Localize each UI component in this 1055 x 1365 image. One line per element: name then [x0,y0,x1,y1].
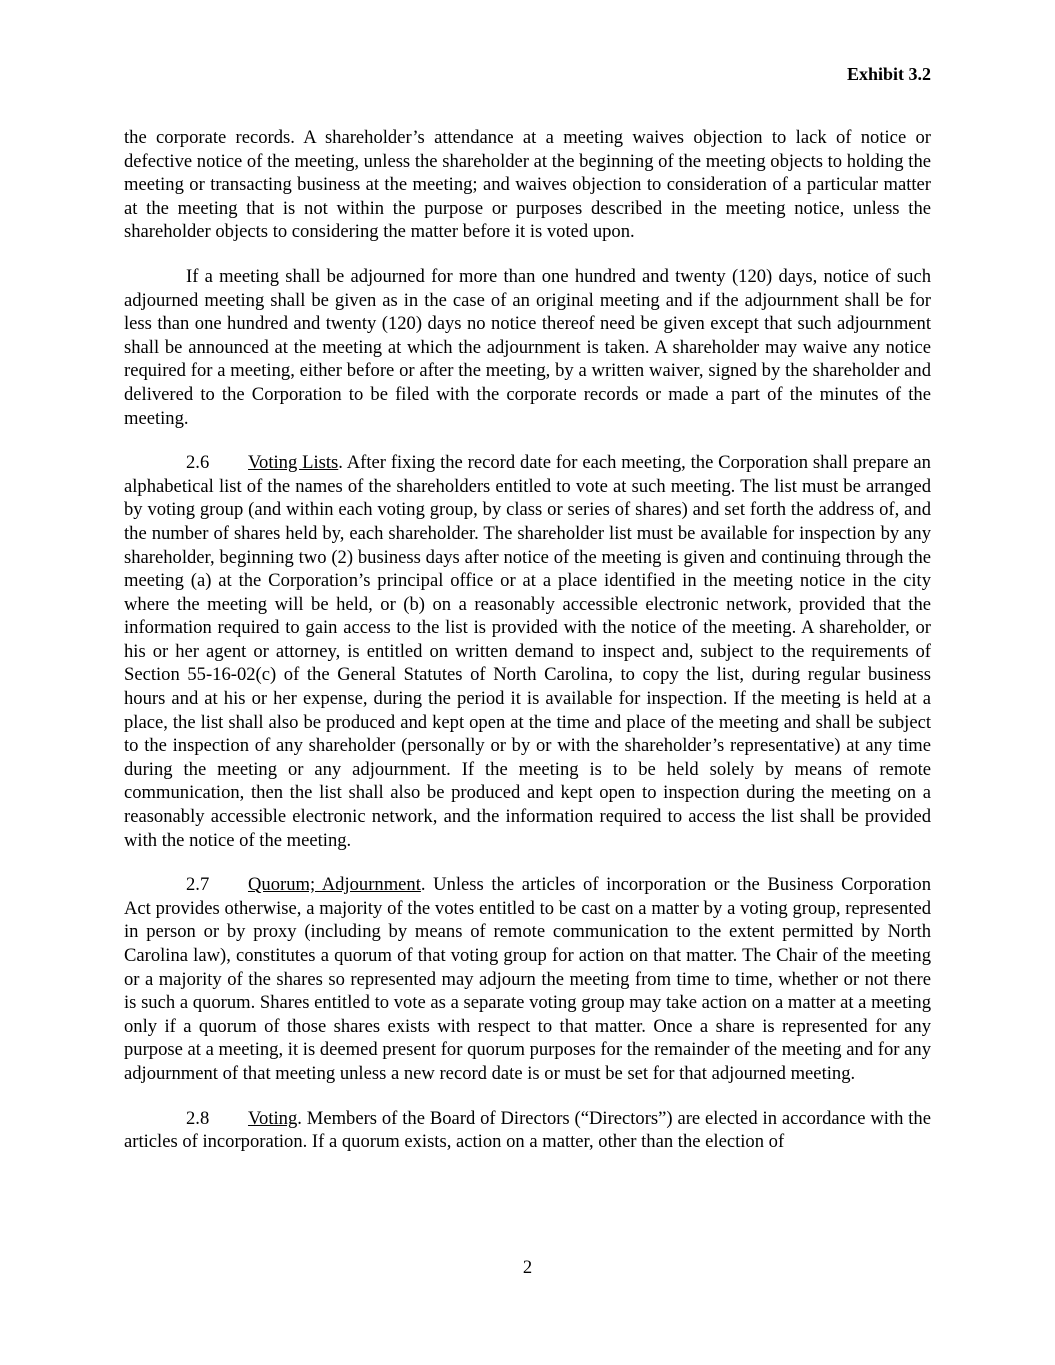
section-text: . Members of the Board of Directors (“Directors”) are elected in accordance with the articles of incorporation. If a quorum exists, action on a matter, other than the election of [124,1107,931,1153]
section-number: 2.7 [186,874,210,896]
paragraph-continued: the corporate records. A shareholder’s attendance at a meeting waives objection to lack of notice or defective notice of the meeting, unless the shareholder at the beginning of the meeting objects to holding the meeting or transacting business at the meeting; and waives objection to consideration of a particular matter at the meeting that is not within the purpose or purposes described in the meeting notice, unless the shareholder objects to considering the matter before it is voted upon. [124,127,931,243]
section-heading: Quorum; Adjournment [248,874,421,896]
section-text: . Unless the articles of incorporation or the Business Corporation Act provides otherwise, a majority of the votes entitled to be cast on a matter by a voting group, represented in person or by proxy (including by means of remote communication to the extent permitted by North Carolina law), constitutes a quorum of that voting group for action on that matter. The Chair of the meeting or a majority of the shares so represented may adjourn the meeting from time to time, whether or not there is such a quorum. Shares entitled to vote as a separate voting group may take action on a matter at a meeting only if a quorum of those shares exists with respect to that matter. Once a share is represented for any purpose at a meeting, it is deemed present for quorum purposes for the remainder of the meeting and for any adjournment of that meeting unless a new record date is or must be set for that adjourned meeting. [124,874,931,1084]
page-number: 2 [522,1257,533,1278]
section-2-7 [124,873,931,1085]
section-number: 2.6 [186,452,210,474]
section-heading: Voting Lists [248,452,339,474]
section-2-8 [124,1107,931,1154]
section-2-6 [124,451,931,852]
section-number: 2.8 [186,1107,210,1129]
paragraph-adjournment-notice: If a meeting shall be adjourned for more than one hundred and twenty (120) days, notice of such adjourned meeting shall be given as in the case of an original meeting and if the adjournment shall be for less than one hundred and twenty (120) days no notice thereof need be given except that such adjournment shall be announced at the meeting at which the adjournment is taken. A shareholder may waive any notice required for a meeting, either before or after the meeting, by a written waiver, signed by the shareholder and delivered to the Corporation to be filed with the corporate records or made a part of the minutes of the meeting. [124,265,931,429]
exhibit-label: Exhibit 3.2 [846,64,931,84]
document-body [124,126,931,1175]
section-text: . After fixing the record date for each meeting, the Corporation shall prepare an alphabetical list of the names of the shareholders entitled to vote at such meeting. The list must be arranged by voting group (and within each voting group, by class or series of shares) and set forth the address of, and the number of shares held by, each shareholder. The shareholder list must be available for inspection by any shareholder, beginning two (2) business days after notice of the meeting is given and continuing through the meeting (a) at the Corporation’s principal office or at a place identified in the meeting notice in the city where the meeting will be held, or (b) on a reasonably accessible electronic network, provided that the information required to gain access to the list is provided with the notice of the meeting. A shareholder, or his or her agent or attorney, is entitled on written demand to inspect and, subject to the requirements of Section 55-16-02(c) of the General Statutes of North Carolina, to copy the list, during regular business hours and at his or her expense, during the period it is available for inspection. If the meeting is held at a place, the list shall also be produced and kept open at the time and place of the meeting and shall be subject to the inspection of any shareholder (personally or by or with the shareholder’s representative) at any time during the meeting or any adjournment. If the meeting is to be held solely by means of remote communication, then the list shall also be produced and kept open to inspection during the meeting on a reasonably accessible electronic network, and the information required to access the list shall be provided with the notice of the meeting. [124,452,931,851]
section-heading: Voting [248,1107,298,1129]
